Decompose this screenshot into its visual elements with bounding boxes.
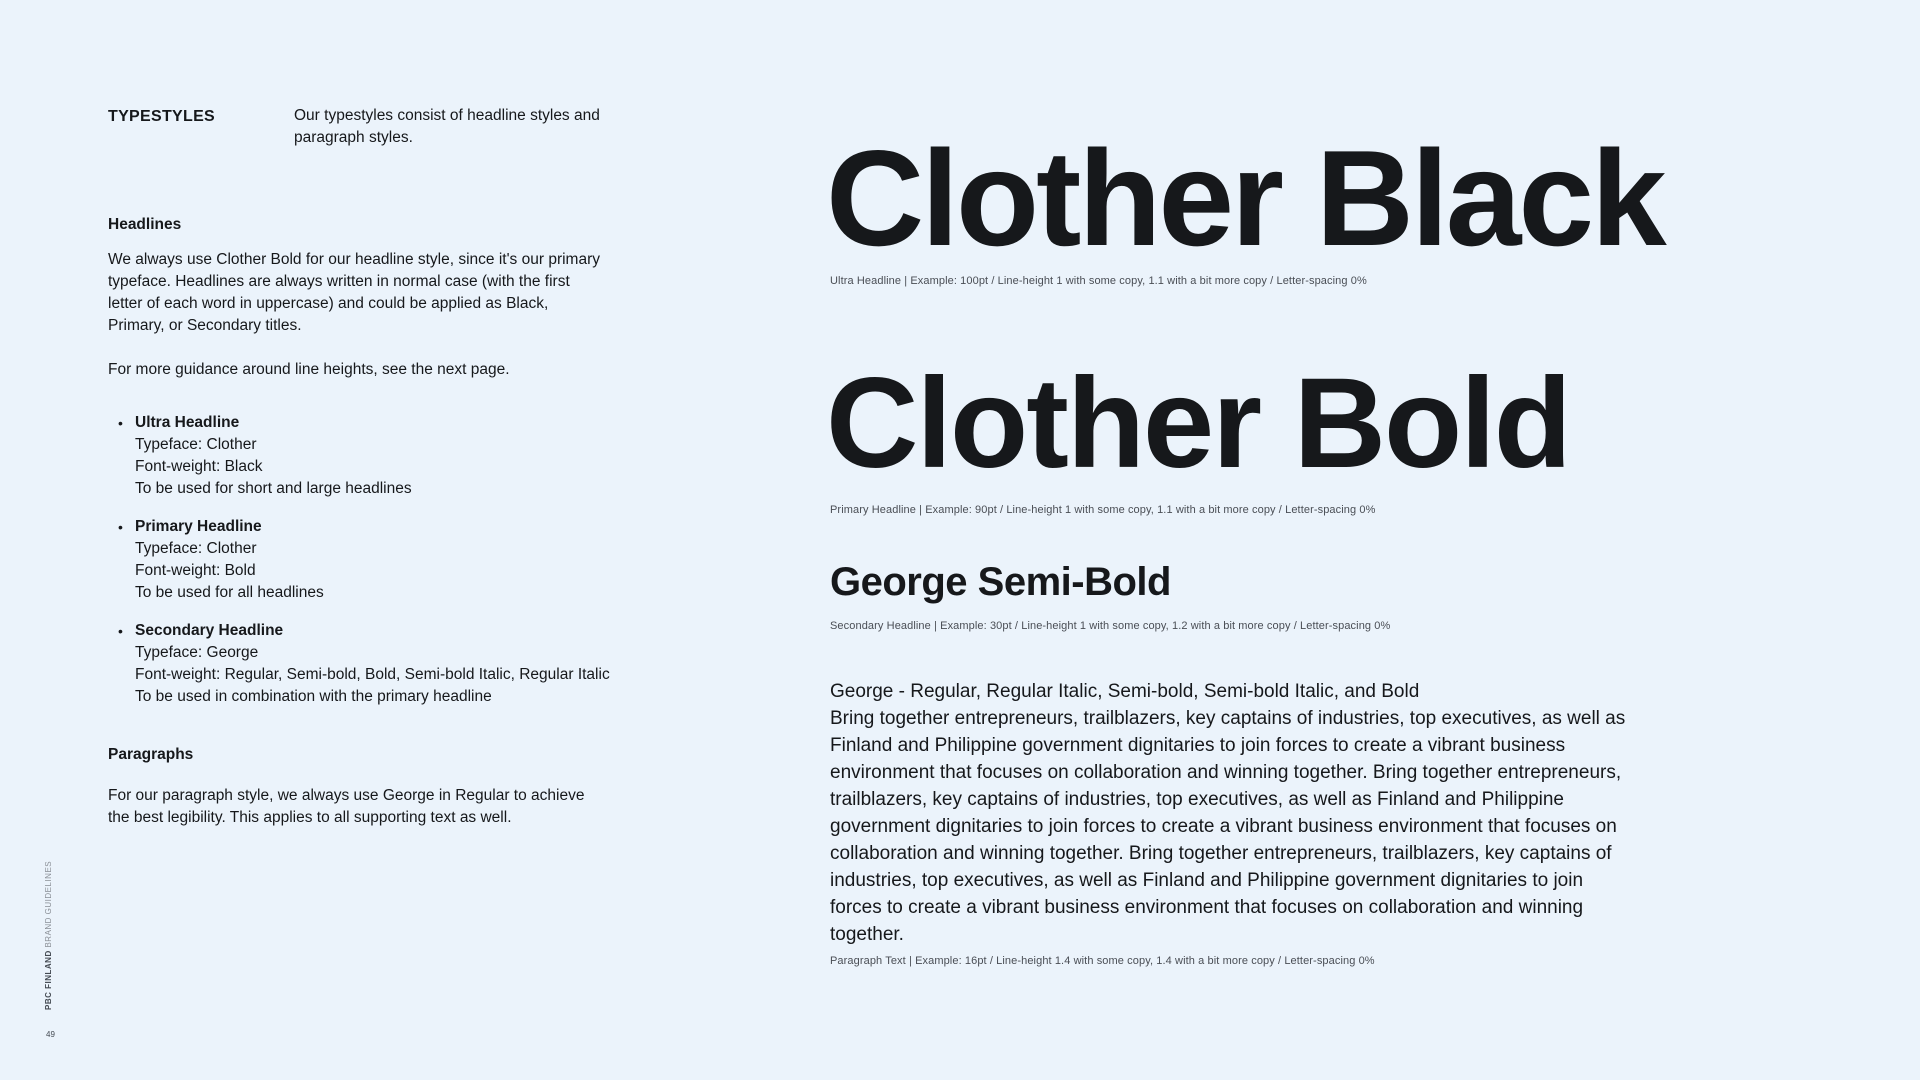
list-item xyxy=(108,620,610,708)
style-name: • Secondary Headline xyxy=(135,622,284,639)
primary-headline-example: Clother Bold xyxy=(826,352,1570,495)
secondary-headline-caption: Secondary Headline | Example: 30pt / Line-height 1 with some copy, 1.2 with a bit more copy / Letter-spacing 0% xyxy=(830,620,1391,632)
style-weight: Font-weight: Black xyxy=(135,458,263,475)
list-item xyxy=(108,516,608,604)
ultra-headline-caption: Ultra Headline | Example: 100pt / Line-height 1 with some copy, 1.1 with a bit more copy / Letter-spacing 0% xyxy=(830,275,1367,287)
style-typeface: Typeface: George xyxy=(135,644,259,661)
style-weight: Font-weight: Bold xyxy=(135,562,256,579)
section-label: TYPESTYLES xyxy=(108,108,216,125)
paragraphs-body: For our paragraph style, we always use George in Regular to achieve the best legibility. This applies to all supporting text as well. xyxy=(108,787,585,826)
paragraphs-title: Paragraphs xyxy=(108,746,194,763)
paragraph-example-heading: George - Regular, Regular Italic, Semi-bold, Semi-bold Italic, and Bold xyxy=(830,681,1420,702)
headlines-more: For more guidance around line heights, see the next page. xyxy=(108,361,510,378)
typestyle-list xyxy=(108,412,608,708)
ultra-headline-example: Clother Black xyxy=(826,122,1664,274)
page-number: 49 xyxy=(46,1030,55,1039)
style-name: • Ultra Headline xyxy=(135,414,240,431)
style-typeface: Typeface: Clother xyxy=(135,540,257,557)
style-typeface: Typeface: Clother xyxy=(135,436,257,453)
style-name: • Primary Headline xyxy=(135,518,262,535)
footer-doc-name: BRAND GUIDELINES xyxy=(44,860,53,948)
primary-headline-caption: Primary Headline | Example: 90pt / Line-height 1 with some copy, 1.1 with a bit more copy / Letter-spacing 0% xyxy=(830,504,1376,516)
paragraph-example-body: Bring together entrepreneurs, trailblazers, key captains of industries, top executives, as well as Finland and Philippine government dignitaries to join forces to create a vibrant business environment that focuses on collaboration and winning together. Bring together entrepreneurs, trailblazers, key captains of industries, top executives, as well as Finland and Philippine government dignitaries to join forces to create a vibrant business environment that focuses on collaboration and winning together. Bring together entrepreneurs, trailblazers, key captains of industries, top executives, as well as Finland and Philippine government dignitaries to join forces to create a vibrant business environment that focuses on collaboration and winning together. xyxy=(830,708,1626,945)
footer-brand-name: PBC FINLAND xyxy=(44,950,53,1010)
headlines-block xyxy=(108,216,608,829)
headlines-title: Headlines xyxy=(108,216,182,233)
footer-brand xyxy=(44,861,53,1010)
secondary-headline-example: George Semi-Bold xyxy=(830,560,1171,604)
style-usage: To be used in combination with the primary headline xyxy=(135,688,492,705)
style-usage: To be used for short and large headlines xyxy=(135,480,412,497)
headlines-body: We always use Clother Bold for our headline style, since it's our primary typeface. Headlines are always written in normal case (with the first letter of each word in uppercase) and could be applied as Black, Primary, or Secondary titles. xyxy=(108,251,600,334)
style-weight: Font-weight: Regular, Semi-bold, Bold, Semi-bold Italic, Regular Italic xyxy=(135,666,610,683)
list-item xyxy=(108,412,608,500)
paragraph-example xyxy=(830,678,1630,948)
style-usage: To be used for all headlines xyxy=(135,584,324,601)
paragraph-caption: Paragraph Text | Example: 16pt / Line-height 1.4 with some copy, 1.4 with a bit more copy / Letter-spacing 0% xyxy=(830,955,1375,967)
section-intro: Our typestyles consist of headline styles and paragraph styles. xyxy=(294,107,600,146)
